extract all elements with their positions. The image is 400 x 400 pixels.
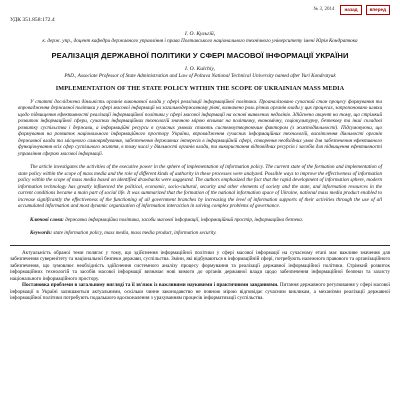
problem-statement-text: Питання державного регулювання у сфері масової інформації в Україні залишаються актуальними, оскільки чинне законодавство не повною мірою відповідає сучасним викликам, а механізми реалізації державної інформаційної політики потребують подальшого вдосконалення з урахуванням процесів інформатизації суспільства. [10, 282, 390, 302]
keywords-ua-label: Ключові слова: [30, 216, 64, 223]
body-paragraph-1: Актуальність обраної теми полягає у тому, що здійснення інформаційної політики у сфері масової інформації на сучасному етапі має важливе значення для забезпечення суверенітету та національної безпеки держави, суспільства. Зміни, які відбуваються в інформаційній сфері, потребують належного правового та організаційного забезпечення, що зумовлює необхідність здійснення системного аналізу процесу формування та реалізації державної інформаційної політики. Стрімкий розвиток інформаційних технологій та засобів масової інформації визначає нові вимоги до органів державної влади щодо забезпечення інформаційної безпеки та захисту національного інформаційного простору. [10, 249, 390, 282]
title-en: IMPLEMENTATION OF THE STATE POLICY WITHIN THE SCOPE OF UKRAINIAN MASS MEDIA [55, 84, 345, 92]
problem-statement-heading: Постановка проблеми в загальному вигляді та її зв'язок із важливими науковими і практичними завданнями. [22, 282, 279, 289]
author-en: I. O. Kulchiy, [185, 65, 215, 72]
udk-code: УДК 351.858:172.4 [10, 17, 55, 23]
body-text [10, 250, 390, 302]
keywords-en-text: state information policy, mass media, mass media product, information security. [53, 230, 217, 237]
abstract-en: The article investigates the activities of the executive power in the sphere of implementation of information policy. The current state of the formation and implementation of state policy within the scope of mass media and the role of different kinds of authority in these processes were analyzed. Possible ways to improve the effectiveness of information policy within the scope of mass media based on identified drawbacks were suggested. The authors emphasized the fact that the rapid development of information sphere, modern information technology has greatly influenced the political, economic, socio-cultural, security and other elements of society and the state, and information resources in the current conditions became a main part of social life. It was summarized that the formation of the national information space of Ukraine, national mass media product enabled to increase significantly the effectiveness of the functioning of all government branches by increasing the level of information supports of their activities through the use of all accumulated information and most dynamic organization of information interaction in solving complex problems of governance. [18, 164, 382, 210]
keywords-ua [18, 217, 382, 224]
journal-header [10, 4, 390, 15]
keywords-ua-text: державна інформаційна політика, засоби масової інформації, інформаційний простір, інформаційна безпека. [65, 216, 304, 223]
keywords-en-label: Keywords: [30, 230, 53, 237]
affiliation-ua: к. держ. упр., доцент кафедри державного управління і права Полтавського національного технічного університету імені Юрія Кондратюка [42, 38, 358, 44]
issue-number: № 3, 2014 [313, 7, 335, 12]
author-ua: І. О. Кульгій, [184, 31, 216, 37]
keywords-en [18, 230, 382, 237]
affiliation-en: PhD., Associate Professor of State Administration and Law of Poltava National Technical University named after Yuri Kondratyuk [64, 72, 336, 79]
back-button[interactable]: назад [340, 5, 361, 15]
abstract-ua: У статті досліджена діяльність органів виконавчої влади у сфері реалізації інформаційної політики. Проаналізовано сучасний стан процесу формування та впровадження державної політики у сфері масової інформації на загальнодержавному рівні, визначено роль різних органів влади у цих процесах, запропоновано шляхи щодо підвищення ефективності реалізації інформаційної політики у сфері масової інформації на основі виявлених недоліків. Здійснено акцент на тому, що стрімкий розвиток інформаційної сфери, сучасних інформаційних технологій значною мірою впливає на політичну, економічну, соціокультурну, безпекову та інші складові розвитку суспільства і держави, а інформаційні ресурси в сучасних умовах стають системоутворюючим фактором (з жиєтодіяльності). Підсумовуючи, що формування на розвиток національного інформаційного простору України, впровадження сучасних інформаційних технологій, висвітлення діяльності органів державної влади та місцевого самоврядування, забезпечення державних інтересів в інформаційній сфері, створення необхідних умов для забезпечення ефективного функціонування всіх сфер суспільного життя, в тому числі у діяльності органів влади, та використання відповідних ресурсів і засобів для підвищення ефективності управління сферою масової інформації. [18, 98, 382, 157]
body-paragraph-2 [10, 282, 390, 302]
section-divider [10, 245, 390, 246]
title-ua: РЕАЛІЗАЦІЯ ДЕРЖАВНОЇ ПОЛІТИКИ У СФЕРІ МАСОВОЇ ІНФОРМАЦІЇ УКРАЇНИ [51, 50, 349, 60]
forward-button[interactable]: вперед [366, 5, 390, 15]
